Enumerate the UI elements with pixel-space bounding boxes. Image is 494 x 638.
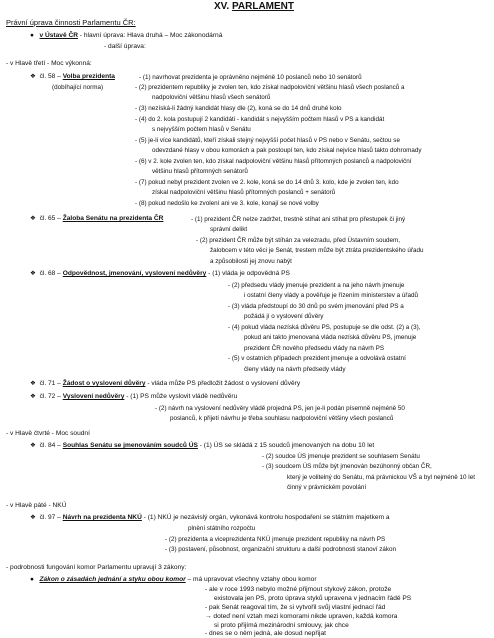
cl97-heading: ❖ čl. 97 – Návrh na prezidenta NKÚ - (1) NKÚ je nezávislý orgán, vykonává kontrolu hospodaření se státním majetkem a <box>30 514 390 521</box>
cl97-line: - (2) prezidenta a viceprezidenta NKÚ jmenuje prezident republiky na návrh PS <box>165 536 386 543</box>
cl65-line: a způsobilosti jej znovu nabýt <box>210 258 292 265</box>
cl58-line: - (5) je-li více kandidátů, kteří získali stejný nejvyšší počet hlasů v PS nebo v Senátu, sečtou se <box>135 137 400 144</box>
diamond-bullet-icon: ❖ <box>30 270 36 277</box>
cl65-line: - (1) prezident ČR nelze zadržet, trestně stíhat ani stíhat pro přestupek či jiný <box>191 216 406 223</box>
cl68-line: i ostatní členy vlády a pověřuje je řízením ministerstev a úřadů <box>244 292 418 299</box>
cl65-line: správní delikt <box>210 226 248 233</box>
diamond-bullet-icon: ❖ <box>30 393 36 400</box>
cl84-line: - (3) soudcem ÚS může být jmenován bezúhonný občan ČR, <box>262 463 432 470</box>
bullet-icon: ● <box>30 32 34 39</box>
styk-line: si proto přijímá mezinárodní smlouvy, jak chce <box>214 622 349 629</box>
styk-line: existovala jen PS, proto úprava styků upravena v jednacím řádě PS <box>214 595 412 602</box>
cl68-line: - (5) v ostatních případech prezident jmenuje a odvolává ostatní <box>228 355 406 362</box>
cl84-line: - (2) soudce ÚS jmenuje prezident se souhlasem Senátu <box>262 453 420 460</box>
hlava4-title: - v Hlavě čtvrté - Moc soudní <box>6 430 90 437</box>
hlava3-title: - v Hlavě třetí - Moc výkonná: <box>6 60 92 67</box>
cl65-heading: ❖ čl. 65 – Žaloba Senátu na prezidenta ČR <box>30 215 164 222</box>
diamond-bullet-icon: ❖ <box>30 73 36 80</box>
cl58-line: - (6) v 2. kole zvolen ten, kdo získal nadpoloviční většinu hlasů přítomných poslanců a nadpoloviční <box>135 158 412 165</box>
ustava-other: - další úprava: <box>104 43 146 50</box>
ustava-line: ● v Ústavě ČR - hlavní úprava: Hlava druhá – Moc zákonodárná <box>30 32 223 39</box>
cl72-heading: ❖ čl. 72 – Vyslovení nedůvěry - (1) PS může vyslovit vládě nedůvěru <box>30 393 238 400</box>
cl58-line: odevzdané hlasy v obou komorách a pak postoupí ten, kdo získal nejvíce hlasů takto dohromady <box>152 147 422 154</box>
cl72-line: - (2) návrh na vyslovení nedůvěry vládě projedná PS, jen je-li podán písemně nejméně 50 <box>155 405 405 412</box>
styk-line: - pak Senát reagoval tím, že si vytvořil svůj vlastní jednací řád <box>205 604 386 611</box>
cl58-line: - (1) navrhovat prezidenta je oprávněno nejméně 10 poslanců nebo 10 senátorů <box>139 74 362 81</box>
cl58-line: získal nadpoloviční většinu hlasů přítomných poslanců + senátorů <box>152 189 336 196</box>
diamond-bullet-icon: ❖ <box>30 442 36 449</box>
cl71-heading: ❖ čl. 71 – Žádost o vyslovení důvěry - vláda může PS předložit žádost o vyslovení důvěry <box>30 380 301 387</box>
cl58-line: nadpoloviční většinu hlasů všech senátorů <box>152 94 271 101</box>
cl68-heading: ❖ čl. 68 – Odpovědnost, jmenování, vyslovení nedůvěry - (1) vláda je odpovědná PS <box>30 270 290 277</box>
cl97-line: plnění státního rozpočtu <box>188 525 256 532</box>
cl68-line: pokud ani takto jmenovaná vláda nezíská důvěru PS, jmenuje <box>244 334 417 341</box>
cl68-line: - (4) pokud vláda nezíská důvěru PS, postupuje se dle odst. (2) a (3), <box>228 324 421 331</box>
cl65-line: - (2) prezident ČR může být stíhán za velezradu, před Ústavním soudem, <box>196 237 401 244</box>
cl58-note: (dobíhající norma) <box>52 84 104 91</box>
cl68-line: členy vlády na návrh předsedy vlády <box>244 366 346 373</box>
styk-line: → doteď není vztah mezi komorami nikde upraven, každá komora <box>205 613 398 620</box>
diamond-bullet-icon: ❖ <box>30 514 36 521</box>
bullet-icon: ● <box>30 576 34 583</box>
styk-line: - ale v roce 1993 nebylo možné přijmout stykový zákon, protože <box>205 586 392 593</box>
hlava5-title: - v Hlavě páté - NKÚ <box>6 502 67 509</box>
cl68-line: požádá jí o vyslovení důvěry <box>244 313 324 320</box>
section-heading: Právní úprava činnosti Parlamentu ČR: <box>6 18 136 27</box>
cl58-line: s nejvyšším počtem hlasů v Senátu <box>152 126 251 133</box>
cl58-heading: ❖ čl. 58 – Volba prezidenta <box>30 73 115 80</box>
cl84-heading: ❖ čl. 84 – Souhlas Senátu se jmenováním soudců ÚS - (1) ÚS se skládá z 15 soudců jmenovaných na dobu 10 let <box>30 442 375 449</box>
cl65-line: žalobcem v této věci je Senát, trestem může být ztráta prezidentského úřadu <box>210 247 424 254</box>
page-title: XV. PARLAMENT <box>214 1 295 12</box>
cl84-line: činný v právnickém povolání <box>287 484 367 491</box>
cl58-line: - (4) do 2. kola postupují 2 kandidáti - kandidát s nejvyšším počtem hlasů v PS a kandidát <box>135 116 385 123</box>
cl68-line: - (2) předsedu vlády jmenuje prezident a na jeho návrh jmenuje <box>228 282 405 289</box>
cl58-line: - (7) pokud nebyl prezident zvolen ve 2. kole, koná se do 14 dnů 3. kolo, kde je zvolen ten, kdo <box>135 179 399 186</box>
cl68-line: - (3) vláda předstoupí do 30 dnů po svém jmenování před PS a <box>228 303 404 310</box>
cl58-line: - (3) nezíská-li žádný kandidát hlasy dle (2), koná se do 14 dnů druhé kolo <box>135 105 342 112</box>
styk-zakon-heading: ● Zákon o zásadách jednání a styku obou komor – má upravovat všechny vztahy obou komor <box>30 576 317 583</box>
cl58-line: - (2) prezidentem republiky je zvolen ten, kdo získal nadpoloviční většinu hlasů všech poslanců a <box>135 84 405 91</box>
cl84-line: který je volitelný do Senátu, má právnickou VŠ a byl nejméně 10 let <box>287 474 475 481</box>
cl68-line: prezident ČR nového předsedu vlády na návrh PS <box>244 345 385 352</box>
podrobnosti-title: - podrobnosti fungování komor Parlamentu upravují 3 zákony: <box>6 564 187 571</box>
diamond-bullet-icon: ❖ <box>30 380 36 387</box>
styk-line: - dnes se o něm jedná, ale dosud nepřijat <box>205 630 326 637</box>
diamond-bullet-icon: ❖ <box>30 215 36 222</box>
cl58-line: většinu hlasů přítomných senátorů <box>152 168 248 175</box>
cl97-line: - (3) postavení, působnost, organizační strukturu a další podrobnosti stanoví zákon <box>165 546 397 553</box>
cl72-line: poslanců, k přijetí návrhu je třeba souhlasu nadpoloviční většiny všech poslanců <box>170 415 394 422</box>
cl58-line: - (8) pokud nedošlo ke zvolení ani ve 3. kole, konají se nové volby <box>135 200 319 207</box>
